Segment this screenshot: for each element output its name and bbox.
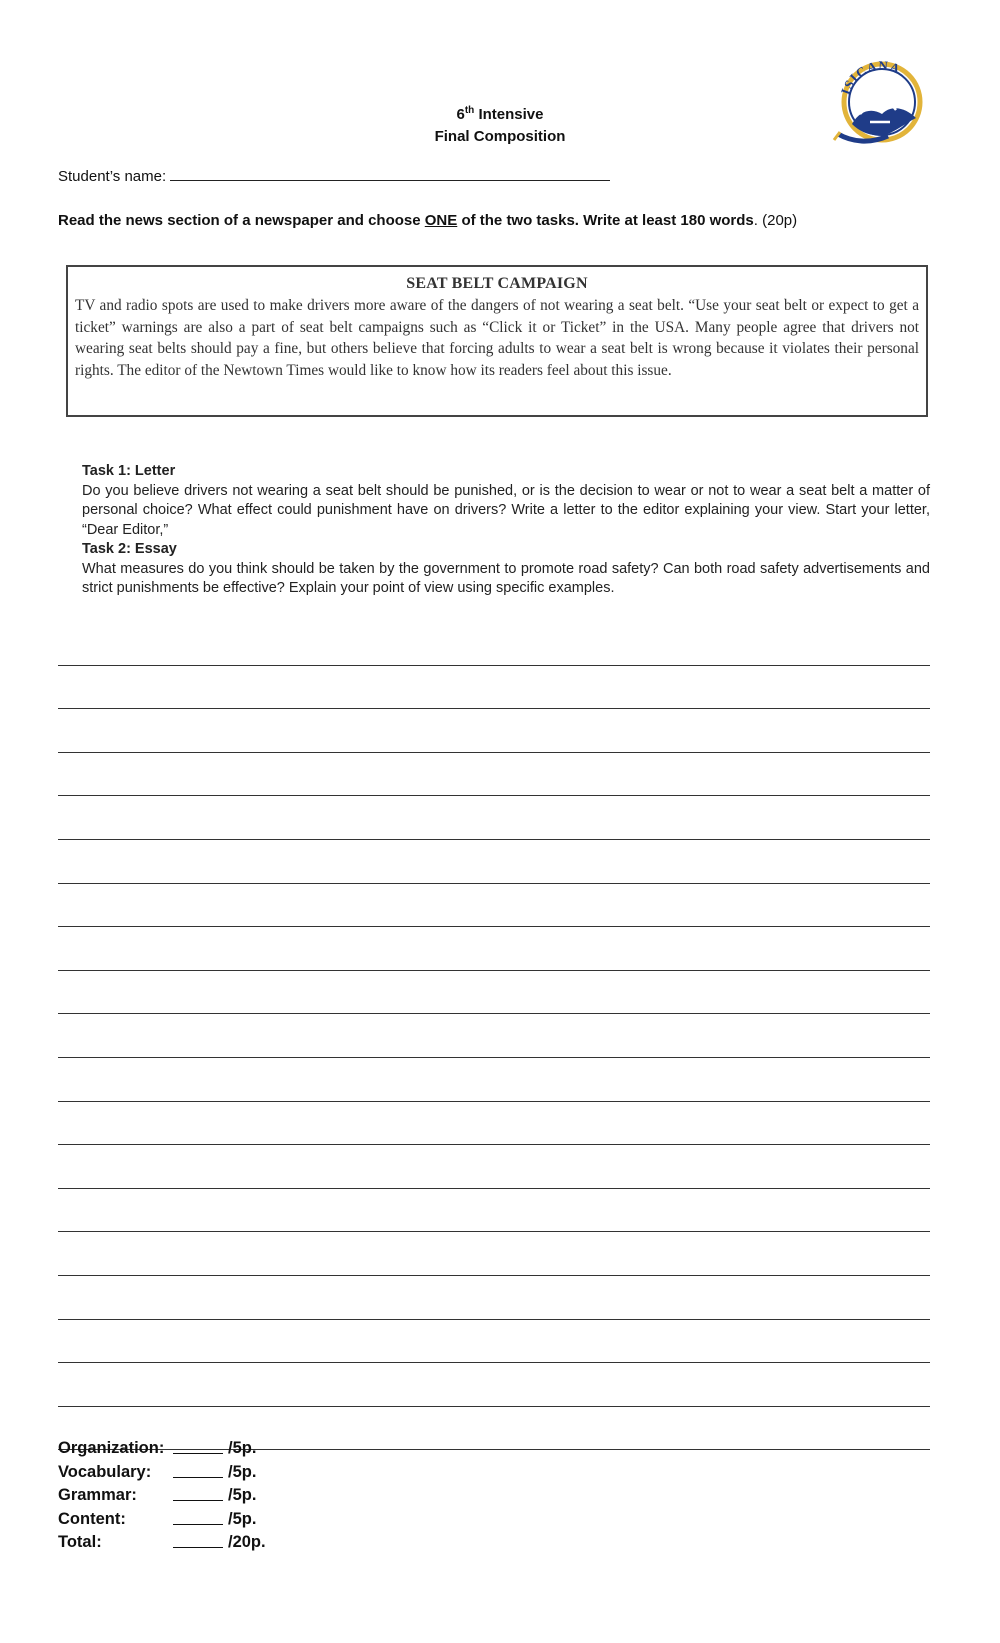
score-row — [58, 1531, 266, 1555]
writing-line[interactable] — [58, 1145, 930, 1189]
writing-line[interactable] — [58, 840, 930, 884]
student-name-blank[interactable] — [170, 168, 610, 181]
writing-line[interactable] — [58, 753, 930, 797]
news-title: SEAT BELT CAMPAIGN — [406, 275, 588, 292]
writing-line[interactable] — [58, 927, 930, 971]
task-heading: Task 1: Letter — [82, 463, 176, 479]
score-max: /5p. — [228, 1439, 257, 1457]
task-text: Do you believe drivers not wearing a seat belt should be punished, or is the decision to wear or not to wear a seat belt a matter of personal choice? What effect could punishment have on drivers? Write a letter to the editor explaining your view. Start your letter, “Dear Editor,” — [82, 482, 930, 538]
document-header — [0, 100, 1000, 148]
document-subtitle: Final Composition — [434, 128, 566, 145]
writing-line[interactable] — [58, 1058, 930, 1102]
course-title: 6th Intensive — [456, 105, 544, 123]
score-blank[interactable] — [173, 1531, 223, 1548]
writing-line[interactable] — [58, 622, 930, 666]
student-name-row — [58, 168, 610, 185]
writing-line[interactable] — [58, 796, 930, 840]
logo-text: ISICANA — [837, 57, 903, 97]
writing-line[interactable] — [58, 1232, 930, 1276]
news-body: TV and radio spots are used to make drivers more aware of the dangers of not wearing a seat belt. “Use your seat belt or expect to get a ticket” warnings are also a part of seat belt campaigns such as “Click it or Ticket” in the USA. Many people agree that drivers not wearing seat belts should pay a fine, but others believe that forcing adults to wear a seat belt is wrong because it violates their personal rights. The editor of the Newtown Times would like to know how its readers feel about this issue. — [75, 297, 919, 379]
score-max: /5p. — [228, 1486, 257, 1504]
task-heading: Task 2: Essay — [82, 541, 177, 557]
writing-line[interactable] — [58, 1014, 930, 1058]
score-label: Organization: — [58, 1439, 165, 1457]
score-table — [58, 1437, 266, 1555]
writing-line[interactable] — [58, 1276, 930, 1320]
writing-area[interactable] — [58, 622, 930, 1450]
score-blank[interactable] — [173, 1461, 223, 1478]
score-max: /5p. — [228, 1462, 257, 1481]
instructions: Read the news section of a newspaper and choose ONE of the two tasks. Write at least 180 words. (20p) — [58, 212, 798, 229]
writing-line[interactable] — [58, 709, 930, 753]
score-max: /5p. — [228, 1509, 257, 1528]
score-blank[interactable] — [173, 1437, 223, 1454]
score-label: Content: — [58, 1509, 126, 1528]
writing-line[interactable] — [58, 1320, 930, 1364]
writing-line[interactable] — [58, 666, 930, 710]
score-label: Vocabulary: — [58, 1462, 152, 1481]
news-article-box — [66, 265, 928, 417]
student-name-label: Student’s name: — [58, 168, 167, 185]
score-row — [58, 1437, 266, 1461]
writing-line[interactable] — [58, 971, 930, 1015]
score-blank[interactable] — [173, 1484, 223, 1501]
score-label: Grammar: — [58, 1486, 137, 1504]
score-blank[interactable] — [173, 1508, 223, 1525]
writing-line[interactable] — [58, 1102, 930, 1146]
score-max: /20p. — [228, 1533, 266, 1551]
writing-line[interactable] — [58, 884, 930, 928]
writing-line[interactable] — [58, 1363, 930, 1407]
score-label: Total: — [58, 1533, 102, 1551]
score-row — [58, 1484, 266, 1508]
writing-line[interactable] — [58, 1189, 930, 1233]
task-list — [82, 462, 930, 599]
score-row — [58, 1508, 266, 1532]
task-text: What measures do you think should be taken by the government to promote road safety? Can both road safety advertisements and strict punishments be effective? Explain your point of view using specific examples. — [82, 560, 930, 596]
score-row — [58, 1461, 266, 1485]
